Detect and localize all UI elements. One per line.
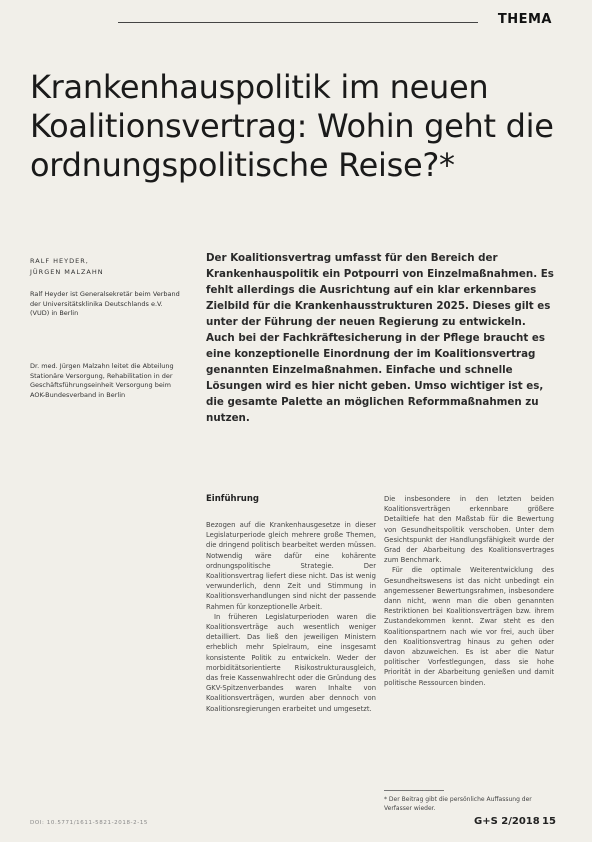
byline-line-2: JÜRGEN MALZAHN [30,268,104,276]
footer-doi: DOI: 10.5771/1611-5821-2018-2-15 [30,820,149,826]
header-rule [118,22,478,23]
footer-journal: G+S 2/2018 [474,816,540,827]
section-heading: Einführung [206,494,259,504]
body-paragraph: Für die optimale Weiterentwicklung des Gesundheitswesens ist das nicht unbedingt ein angemessener Bewertungsrahmen, insbesondere dann nicht, wenn man die oben genannten Restriktionen bei Koalitionsverträgen bzw. ihrem Zustandekommen kennt. Zwar steht es den Koalitionspartnern nach wie vor frei, auch über den Koalitionsvertrag hinaus zu gehen oder davon abzuweichen. Es ist aber die Natur politischer Vorfestlegungen, dass sie hohe Priorität in der Abarbeitung genießen und damit politische Ressourcen binden. [384,566,554,687]
author-bio-malzahn: Dr. med. Jürgen Malzahn leitet die Abteilung Stationäre Versorgung, Rehabilitation in der Geschäftsführungseinheit Versorgung beim AOK-Bundesverband in Berlin [30,362,174,399]
body-column-right [384,494,554,688]
byline-line-1: RALF HEYDER, [30,257,89,265]
body-paragraph: In früheren Legislaturperioden waren die Koalitionsverträge auch wesentlich weniger detailliert. Das ließ den jeweiligen Ministern erheblich mehr Spielraum, eine insgesamt konsistente Politik zu entwickeln. Weder der morbiditätsorientierte Risikostrukturausgleich, das freie Kassenwahlrecht oder die Gründung des GKV-Spitzenverbandes waren Inhalte von Koalitionsverträgen, wurden aber dennoch von Koalitionsregierungen erarbeitet und umgesetzt. [206,612,376,713]
lead-paragraph: Der Koalitionsvertrag umfasst für den Bereich der Krankenhauspolitik ein Potpourri von Einzelmaßnahmen. Es fehlt allerdings die Ausrichtung auf ein klar erkennbares Zielbild für die Krankenhausstrukturen 2025. Dieses gilt es unter der Führung der neuen Regierung zu entwickeln. Auch bei der Fachkräftesicherung in der Pflege braucht es eine konzeptionelle Einordnung der im Koalitionsvertrag genannten Einzelmaßnahmen. Einfache und schnelle Lösungen wird es hier nicht geben. Umso wichtiger ist es, die gesamte Palette an möglichen Reformmaßnahmen zu nutzen. [206,252,554,424]
footnote-rule [384,790,444,791]
section-label: THEMA [497,12,552,27]
body-paragraph: Die insbesondere in den letzten beiden Koalitionsverträgen erkennbare größere Detailtiefe hat den Maßstab für die Bewertung von Gesundheitspolitik verschoben. Unter dem Gesichtspunkt der Handlungsfähigkeit wurde der Grad der Abarbeitung des Koalitionsvertrages zum Benchmark. [384,495,554,565]
author-byline [30,256,180,278]
body-paragraph: Bezogen auf die Krankenhausgesetze in dieser Legislaturperiode gleich mehrere große Themen, die dringend politisch bearbeitet werden müssen. Notwendig wäre dafür eine kohärente ordnungspolitische Strategie. Der Koalitionsvertrag liefert diese nicht. Das ist wenig verwunderlich, denn Zeit und Stimmung in Koalitionsverhandlungen sind nicht der passende Rahmen für konzeptionelle Arbeit. [206,521,376,611]
footnote: * Der Beitrag gibt die persönliche Auffassung der Verfasser wieder. [384,796,532,812]
page-number: 15 [542,816,556,827]
body-column-left [206,520,376,714]
article-title: Krankenhauspolitik im neuen Koalitionsvertrag: Wohin geht die ordnungspolitische Reise?* [30,68,554,184]
author-bio-heyder: Ralf Heyder ist Generalsekretär beim Verband der Universitätsklinika Deutschlands e.V. (VUD) in Berlin [30,290,180,317]
